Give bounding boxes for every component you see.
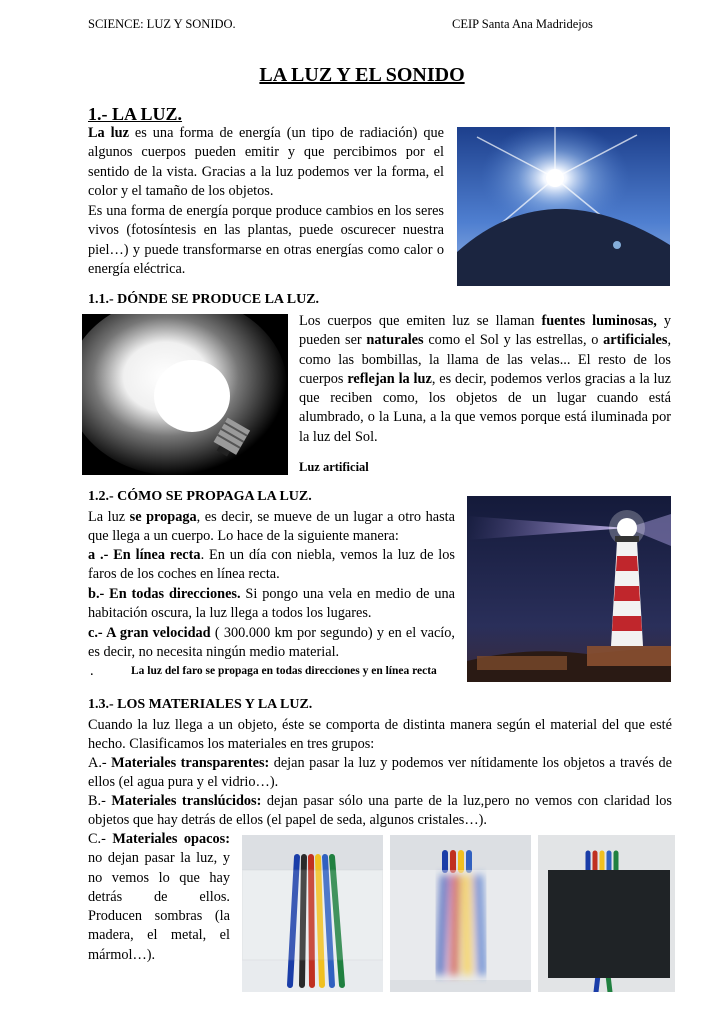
- light-term: La luz: [88, 125, 129, 141]
- section-1-paragraph-1: [88, 124, 444, 201]
- reflect-light-term: reflejan la luz: [347, 370, 432, 387]
- propagates-term: se propaga: [129, 509, 197, 525]
- material-item-translucent: B.- Materiales translúcidos: dejan pasar sólo una parte de la luz,pero no vemos con claridad los objetos que hay detrás de ellos (el papel de seda, algunos cristales…).: [88, 793, 672, 829]
- light-bulb-photo: [82, 314, 288, 475]
- section-1-2-paragraph: La luz se propaga, es decir, se mueve de un lugar a otro hasta que llega a un cuerpo. Lo hace de la siguiente manera:: [88, 509, 455, 545]
- opaque-material-photo: [538, 835, 675, 992]
- section-1-heading: 1.- LA LUZ.: [88, 104, 183, 124]
- transparent-material-photo: [242, 835, 383, 992]
- natural-term: naturales: [366, 332, 424, 349]
- list-dot: .: [90, 663, 94, 679]
- artificial-term: artificiales: [603, 332, 668, 349]
- luminous-sources-term: fuentes luminosas,: [541, 313, 657, 329]
- sun-over-mountain-photo: [457, 127, 670, 286]
- section-1-3-heading: 1.3.- LOS MATERIALES Y LA LUZ.: [88, 697, 313, 712]
- lighthouse-caption: La luz del faro se propaga en todas direcciones y en línea recta: [131, 665, 437, 677]
- material-item-opaque: C.- Materiales opacos: no dejan pasar la luz, y no vemos lo que hay detrás de ellos. Producen sombras (la madera, el metal, el mármol…).: [88, 831, 230, 963]
- section-1-3-intro: Cuando la luz llega a un objeto, éste se comporta de distinta manera según el material del que esté hecho. Clasificamos los materiales en tres grupos:: [88, 717, 672, 753]
- page-title: LA LUZ Y EL SONIDO: [259, 64, 465, 86]
- lighthouse-photo: [467, 496, 671, 682]
- section-1-1-paragraph: Los cuerpos que emiten luz se llaman fuentes luminosas, y pueden ser naturales como el Sol y las estrellas, o artificiales, como las bombillas, la llama de las velas... El resto de los cuerpos reflejan la luz, es decir, podemos verlos gracias a la luz que reciben como, los objetos de un lugar cuando está alumbrado, o la Luna, a la que vemos porque está iluminada por la luz del Sol.: [299, 313, 672, 445]
- material-item-transparent: A.- Materiales transparentes: dejan pasar la luz y podemos ver nítidamente los objetos a través de ellos (el agua pura y el vidrio…).: [88, 755, 673, 791]
- propagation-item-b: b.- En todas direcciones. Si pongo una vela en medio de una habitación oscura, la luz llega a todos los lugares.: [88, 586, 455, 622]
- section-1-text-1: es una forma de energía (un tipo de radiación) que algunos cuerpos pueden emitir y que percibimos por el sentido de la vista. Gracias a la luz podemos ver la forma, el color y el tamaño de los objetos.: [88, 125, 445, 199]
- section-1-2-heading: 1.2.- CÓMO SE PROPAGA LA LUZ.: [88, 489, 312, 504]
- header-right: CEIP Santa Ana Madridejos: [452, 17, 593, 31]
- propagation-item-a: a .- En línea recta. En un día con niebla, vemos la luz de los faros de los coches en línea recta.: [88, 547, 455, 583]
- light-bulb-caption: Luz artificial: [299, 460, 369, 474]
- section-1-paragraph-2: Es una forma de energía porque produce cambios en los seres vivos (fotosíntesis en las plantas, puede oscurecer nuestra piel…) y puede transformarse en otras energías como calor o energía eléctrica.: [88, 203, 444, 277]
- propagation-item-c: c.- A gran velocidad ( 300.000 km por segundo) y en el vacío, es decir, no necesita ningún medio material.: [88, 625, 455, 661]
- section-1-1-heading: 1.1.- DÓNDE SE PRODUCE LA LUZ.: [88, 292, 320, 307]
- translucent-material-photo: [390, 835, 531, 992]
- header-left: SCIENCE: LUZ Y SONIDO.: [88, 17, 236, 31]
